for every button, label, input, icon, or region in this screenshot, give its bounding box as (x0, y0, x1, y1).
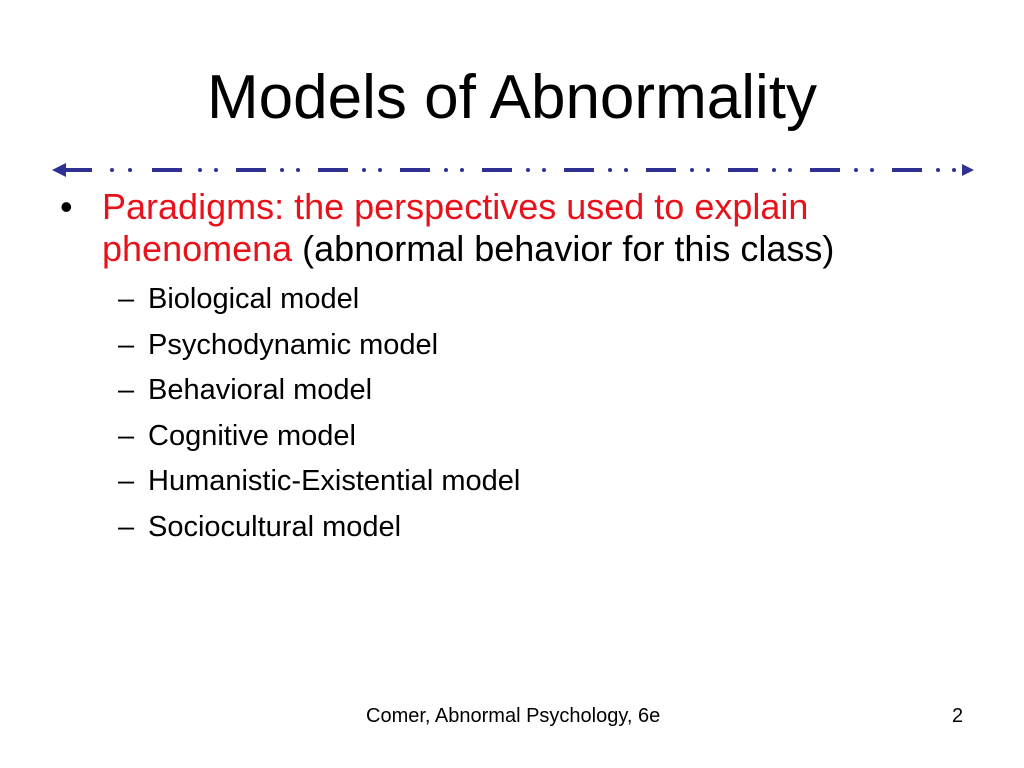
list-item (118, 368, 520, 414)
list-item (118, 414, 520, 460)
dash-marker: – (118, 465, 135, 498)
dash-marker: – (118, 374, 135, 407)
main-bullet (60, 186, 960, 270)
sub-bullet-list (118, 277, 520, 551)
list-item-text: Sociocultural model (148, 510, 402, 543)
slide-title: Models of Abnormality (207, 63, 817, 132)
dash-marker: – (118, 510, 135, 543)
list-item (118, 277, 520, 323)
bullet-highlight-text: Paradigms: the perspectives used to explain phenomena (102, 186, 809, 269)
list-item-text: Cognitive model (148, 419, 356, 452)
slide-footer: Comer, Abnormal Psychology, 6e (366, 705, 661, 727)
right-arrow-head-icon (962, 164, 974, 176)
list-item-text: Biological model (148, 283, 360, 315)
dash-marker: – (118, 419, 135, 452)
main-bullet-text (102, 186, 960, 270)
list-item-text: Psychodynamic model (148, 328, 439, 361)
dash-marker: – (118, 283, 135, 315)
list-item (118, 459, 520, 505)
bullet-dot: • (60, 186, 73, 227)
list-item-text: Behavioral model (148, 374, 373, 407)
list-item-text: Humanistic-Existential model (148, 465, 521, 498)
list-item (118, 505, 520, 551)
bullet-rest-text: (abnormal behavior for this class) (292, 228, 835, 269)
double-arrow-divider (50, 158, 976, 182)
list-item (118, 323, 520, 369)
left-arrow-head-icon (52, 163, 66, 177)
dash-marker: – (118, 328, 135, 361)
slide-number: 2 (952, 705, 964, 727)
